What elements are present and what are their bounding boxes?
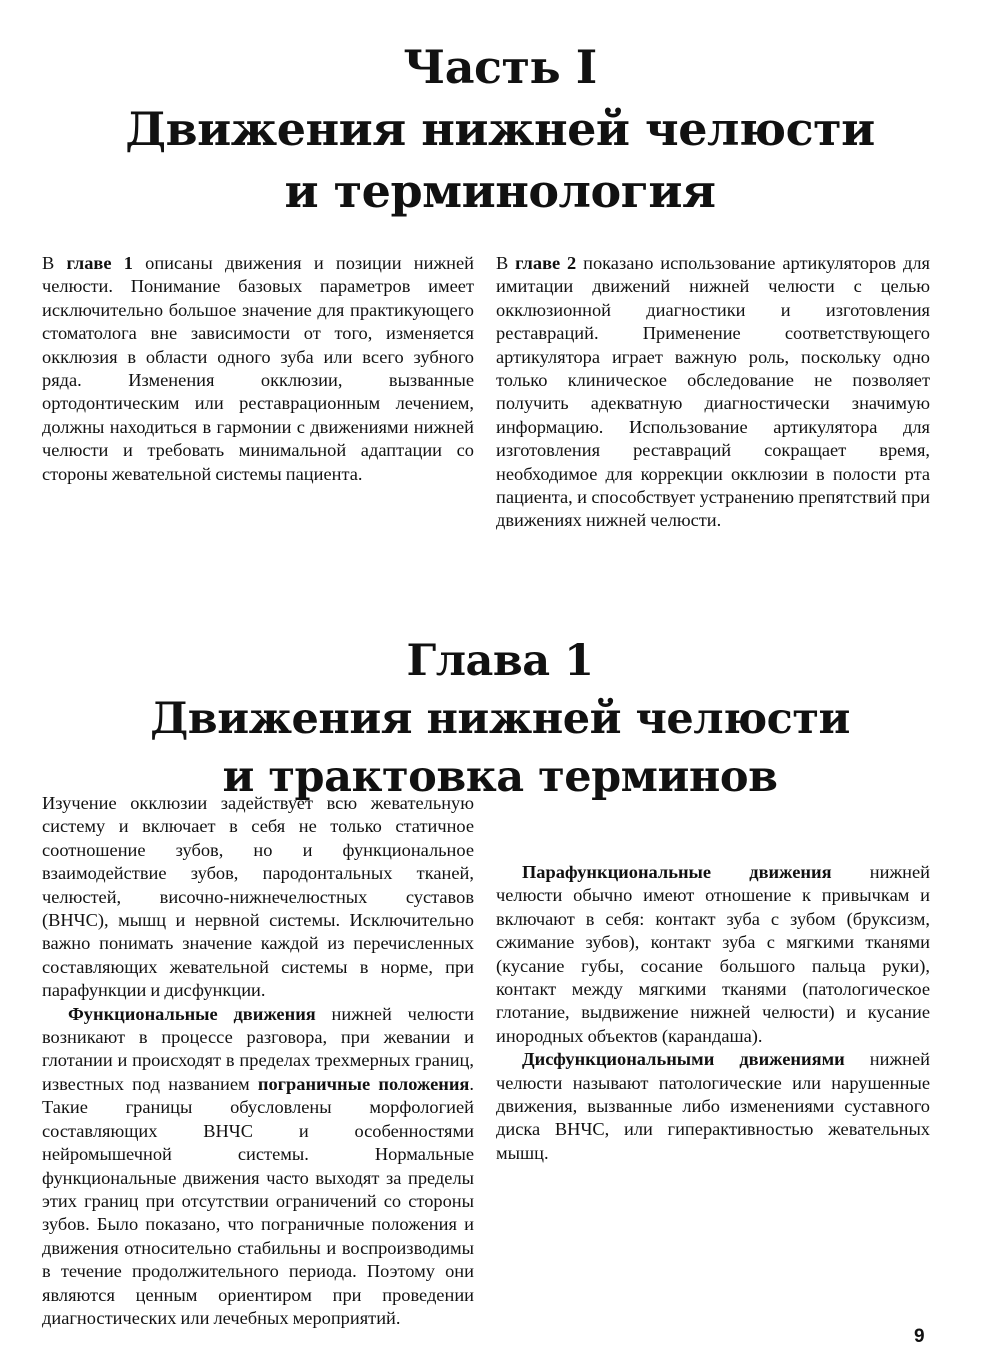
intro-left-chapter-ref: главе 1 xyxy=(66,253,133,273)
part-title xyxy=(0,36,1000,222)
part-title-line-1: Часть I xyxy=(403,40,597,94)
chapter-left-column xyxy=(42,792,474,1330)
body-paragraph-3-text: нижней челюсти обычно имеют отношение к привычкам и включают в себя: контакт зуба с зубом (бруксизм, сжимание зубов), контакт зуба с мягкими тканями (кусание губы, сосание большого пальца руки), контакт между мягкими тканями (патологическое глотание, выдвижение нижней челюсти) и кусание инородных объектов (карандаша). xyxy=(496,862,930,1046)
intro-right-column xyxy=(496,252,930,533)
intro-right-lead: В xyxy=(496,253,516,273)
intro-right-paragraph xyxy=(496,252,930,533)
intro-left-text: описаны движения и позиции нижней челюсти. Понимание базовых параметров имеет исключительно большое значение для практикующего стоматолога вне зависимости от того, изменяется окклюзия в области одного зуба или всего зубного ряда. Изменения окклюзии, вызванные ортодонтическим или реставрационным лечением, должны находиться в гармонии с движениями нижней челюсти и требовать минимальной адаптации со стороны жевательной системы пациента. xyxy=(42,253,474,484)
dysfunctional-movements-term: Дисфункциональными движениями xyxy=(522,1049,845,1070)
body-paragraph-1: Изучение окклюзии задействует всю жевательную систему и включает в себя не только статичное соотношение зубов, но и функциональное взаимодействие зубов, пародонтальных тканей, челюстей, височно-нижнечелюстных суставов (ВНЧС), мышц и нервной системы. Исключительно важно понимать значение каждой из перечисленных составляющих жевательной системы в норме, при парафункции и дисфункции. xyxy=(42,793,474,1001)
body-paragraph-2-text-continued: . Такие границы обусловлены морфологией составляющих ВНЧС и особенностями нейромышечной системы. Нормальные функциональные движения часто выходят за пределы этих границ при отсутствии ограничений со стороны зубов. Было показано, что пограничные положения и движения относительно стабильны и воспроизводимы в течение продолжительного периода. Поэтому они являются ценным ориентиром при проведении диагностических или лечебных мероприятий. xyxy=(42,1073,474,1328)
intro-right-text: показано использование артикуляторов для имитации движений нижней челюсти с целью окклюзионной диагностики и изготовления реставраций. Применение соответствующего артикулятора играет важную роль, поскольку одно только клиническое обследование не позволяет получить адекватную диагностически значимую информацию. Использование артикулятора для изготовления реставраций сокращает время, необходимое для коррекции окклюзии в полости рта пациента, и способствует устранению препятствий при движениях нижней челюсти. xyxy=(496,253,930,531)
border-positions-term: пограничные положения xyxy=(257,1073,470,1094)
intro-left-column xyxy=(42,252,474,486)
part-title-line-2: Движения нижней челюсти xyxy=(125,102,875,156)
parafunctional-movements-term: Парафункциональные движения xyxy=(522,862,832,882)
body-paragraph-2-text: нижней челюсти возникают в процессе разговора, при жевании и глотании и происходят в пределах трехмерных границ, известных под названием xyxy=(42,1003,474,1094)
chapter-title-line-2: Движения нижней челюсти xyxy=(150,694,850,744)
functional-movements-term: Функциональные движения xyxy=(68,1003,316,1024)
body-paragraph-4-text: нижней челюсти называют патологические или нарушенные движения, вызванные либо изменениями суставного диска ВНЧС, или гиперактивностью жевательных мышц. xyxy=(496,1049,930,1163)
body-paragraph-2 xyxy=(42,1003,474,1331)
chapter-title xyxy=(0,632,1000,806)
chapter-title-line-3: и трактовка терминов xyxy=(222,752,778,802)
body-paragraph-3 xyxy=(496,861,930,1048)
chapter-title-line-1: Глава 1 xyxy=(406,636,594,686)
chapter-right-column xyxy=(496,792,930,1165)
intro-left-paragraph xyxy=(42,252,474,486)
body-paragraph-4 xyxy=(496,1048,930,1165)
intro-left-lead: В xyxy=(42,253,67,273)
page-number: 9 xyxy=(914,1326,925,1347)
part-title-line-3: и терминология xyxy=(284,164,716,218)
intro-right-chapter-ref: главе 2 xyxy=(515,253,577,273)
